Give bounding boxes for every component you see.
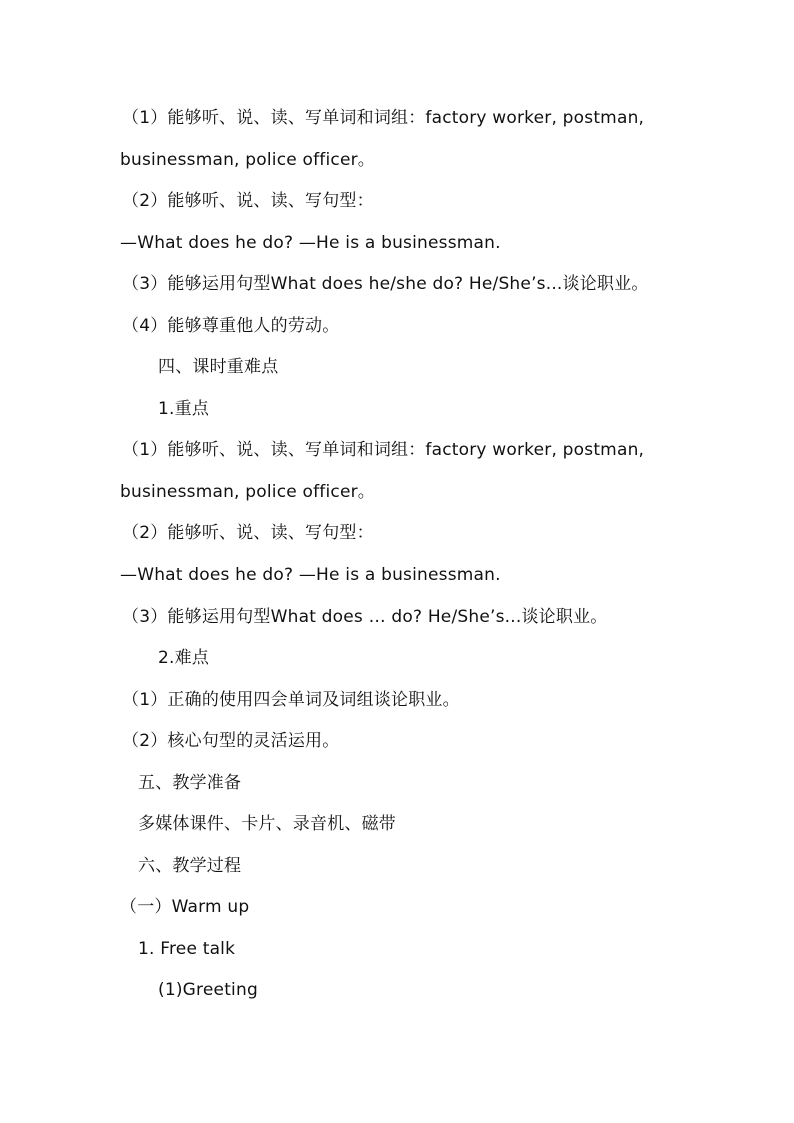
objective-4: （4）能够尊重他人的劳动。 [122, 316, 340, 336]
subheading-key-points: 1.重点 [158, 399, 210, 419]
objective-1-line-1: （1）能够听、说、读、写单词和词组：factory worker, postman, [122, 108, 645, 128]
key-point-3: （3）能够运用句型What does … do? He/She’s...谈论职业。 [122, 607, 608, 627]
subheading-difficulties: 2.难点 [158, 648, 210, 668]
objective-2: （2）能够听、说、读、写句型： [122, 191, 374, 211]
preparation-materials: 多媒体课件、卡片、录音机、磁带 [138, 814, 396, 834]
section-heading-6: 六、教学过程 [138, 856, 242, 876]
key-point-2-dialogue: —What does he do? —He is a businessman. [120, 565, 501, 585]
key-point-2: （2）能够听、说、读、写句型： [122, 523, 374, 543]
step-greeting: (1)Greeting [158, 980, 258, 1000]
difficulty-2: （2）核心句型的灵活运用。 [122, 731, 340, 751]
section-heading-4: 四、课时重难点 [158, 357, 279, 377]
key-point-1-line-1: （1）能够听、说、读、写单词和词组：factory worker, postman, [122, 440, 645, 460]
objective-3: （3）能够运用句型What does he/she do? He/She’s...谈论职业。 [122, 274, 649, 294]
section-heading-5: 五、教学准备 [138, 773, 242, 793]
objective-1-line-2: businessman, police officer。 [120, 150, 375, 170]
objective-2-dialogue: —What does he do? —He is a businessman. [120, 233, 501, 253]
difficulty-1: （1）正确的使用四会单词及词组谈论职业。 [122, 690, 460, 710]
key-point-1-line-2: businessman, police officer。 [120, 482, 375, 502]
step-free-talk: 1. Free talk [138, 939, 236, 959]
step-heading-warm-up: （一）Warm up [120, 897, 250, 917]
